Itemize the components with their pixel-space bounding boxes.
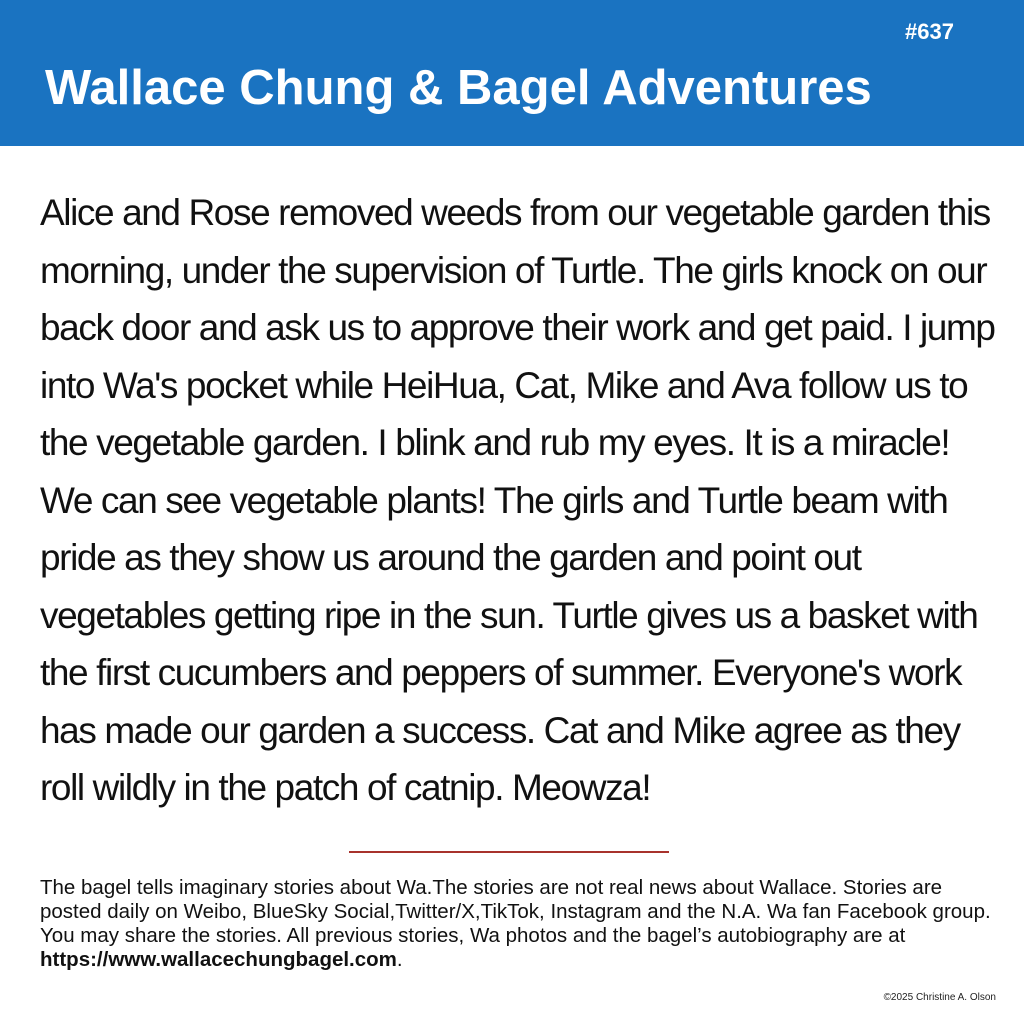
footer-text: The bagel tells imaginary stories about Wa.The stories are not real news about Wallace. Stories are posted daily on Weibo, BlueSky Social,Twitter/X,TikTok, Instagram and the N.A. Wa fan Facebook group. You may share the stories. All previous stories, Wa photos and the bagel’s autobiography are at [40, 876, 991, 947]
website-link[interactable]: https://www.wallacechungbagel.com [40, 948, 397, 971]
page-title: Wallace Chung & Bagel Adventures [45, 61, 872, 115]
footer-disclaimer [40, 876, 1000, 972]
issue-number: #637 [905, 19, 954, 44]
footer-url-suffix: . [396, 948, 403, 971]
divider-line [349, 851, 669, 853]
copyright-notice: ©2025 Christine A. Olson [883, 992, 996, 1003]
story-text: Alice and Rose removed weeds from our vegetable garden this morning, under the supervision of Turtle. The girls knock on our back door and ask us to approve their work and get paid. I jump into Wa's pocket while HeiHua, Cat, Mike and Ava follow us to the vegetable garden. I blink and rub my eyes. It is a miracle! We can see vegetable plants! The girls and Turtle beam with pride as they show us around the garden and point out vegetables getting ripe in the sun. Turtle gives us a basket with the first cucumbers and peppers of summer. Everyone's work has made our garden a success. Cat and Mike agree as they roll wildly in the patch of catnip. Meowza! [40, 192, 995, 808]
header-banner [0, 0, 1024, 146]
